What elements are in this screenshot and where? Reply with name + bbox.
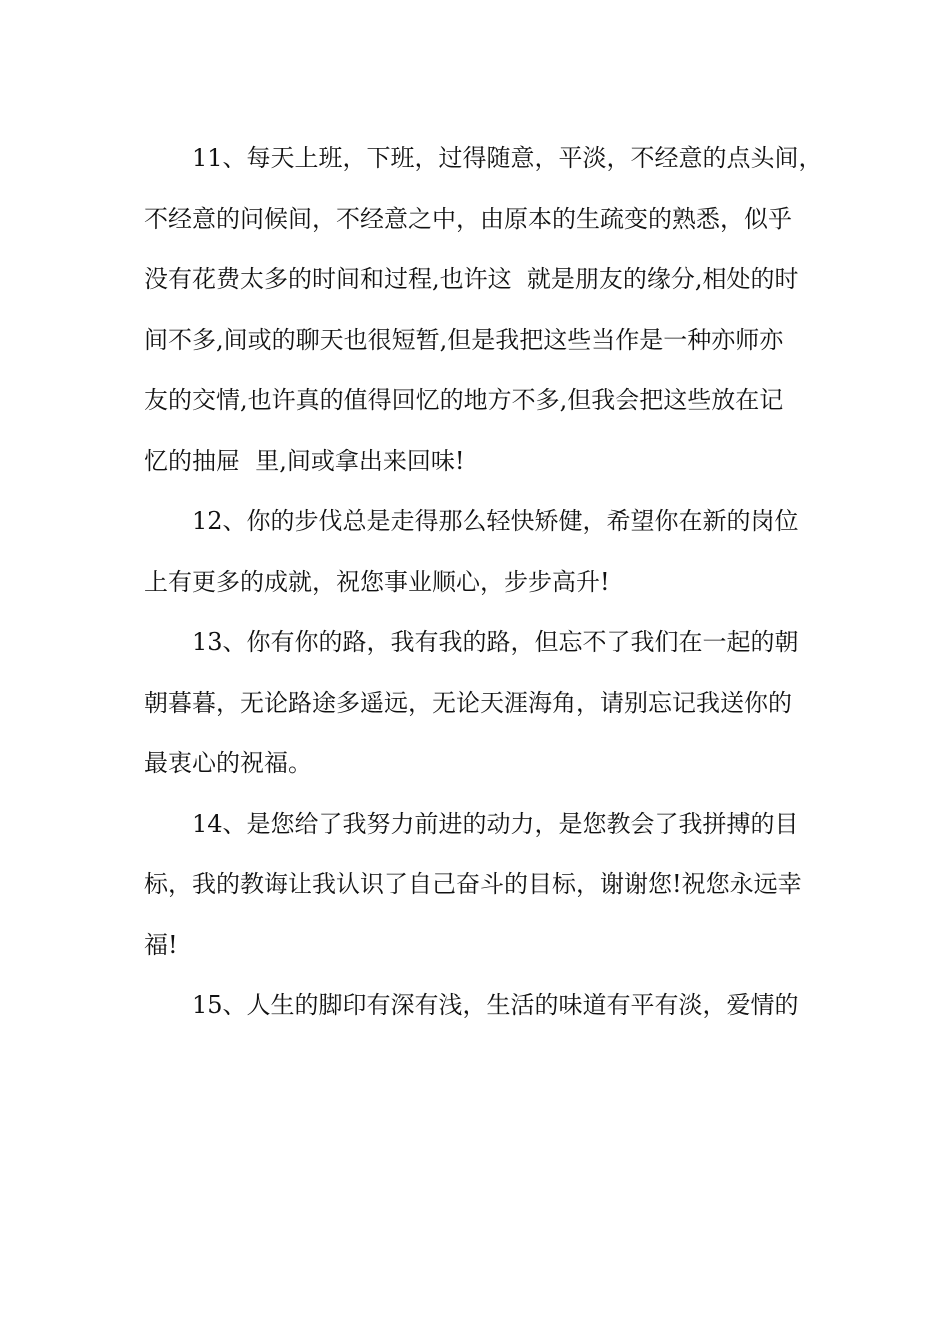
paragraph-line: 标，我的教诲让我认识了自己奋斗的目标，谢谢您!祝您永远幸 [144, 870, 802, 898]
paragraph-line: 间不多,间或的聊天也很短暂,但是我把这些当作是一种亦师亦 [144, 325, 784, 354]
paragraph-line: 11、每天上班，下班，过得随意，平淡，不经意的点头间， [192, 144, 823, 172]
paragraph-line: 12、你的步伐总是走得那么轻快矫健，希望你在新的岗位 [192, 507, 799, 535]
paragraph-11 [144, 128, 823, 491]
paragraph-line: 上有更多的成就，祝您事业顺心，步步高升! [144, 567, 610, 596]
paragraph-line: 不经意的问候间，不经意之中，由原本的生疏变的熟悉，似乎 [144, 204, 792, 233]
paragraph-15 [144, 975, 814, 1036]
paragraph-line: 福! [144, 930, 178, 959]
paragraph-13 [144, 612, 814, 794]
paragraph-line: 朝暮暮，无论路途多遥远，无论天涯海角，请别忘记我送你的 [144, 688, 792, 717]
paragraph-line: 友的交情,也许真的值得回忆的地方不多,但我会把这些放在记 [144, 386, 784, 414]
paragraph-line: 忆的抽屉 里,间或拿出来回味! [144, 446, 465, 475]
paragraph-12 [144, 491, 814, 612]
paragraph-line: 没有花费太多的时间和过程,也许这 就是朋友的缘分,相处的时 [144, 265, 799, 293]
paragraph-14 [144, 794, 814, 976]
document-body [144, 128, 823, 1036]
paragraph-line: 最衷心的祝福。 [144, 749, 312, 777]
paragraph-line: 15、人生的脚印有深有浅，生活的味道有平有淡，爱情的 [192, 991, 799, 1019]
paragraph-line: 13、你有你的路，我有我的路，但忘不了我们在一起的朝 [192, 628, 799, 656]
paragraph-line: 14、是您给了我努力前进的动力，是您教会了我拼搏的目 [192, 809, 799, 838]
